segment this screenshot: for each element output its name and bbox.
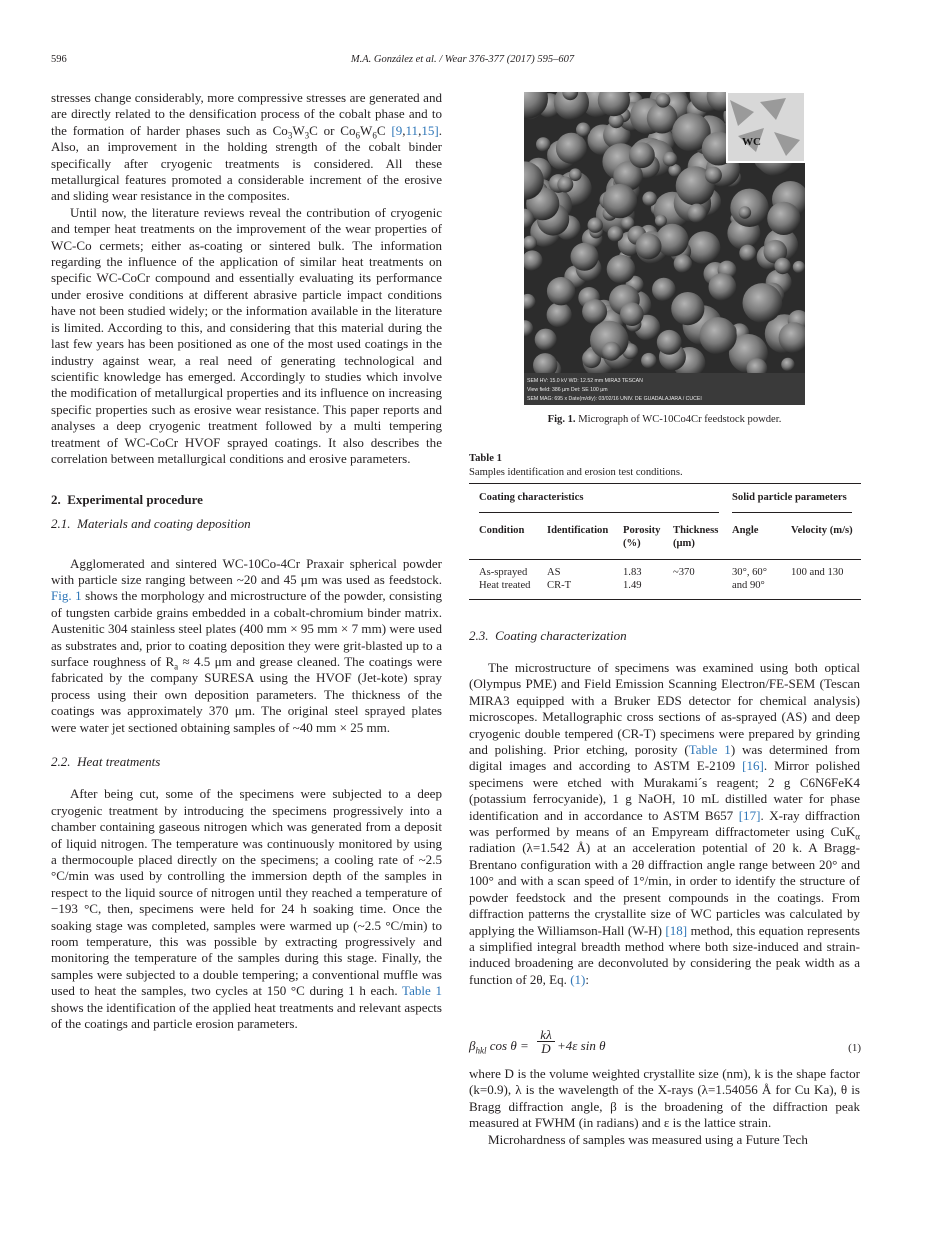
subsection-heading: 2.2. Heat treatments	[51, 754, 161, 770]
powder-particle	[603, 184, 637, 218]
powder-particle	[588, 218, 603, 233]
powder-particle	[705, 167, 722, 184]
table-cell: 1.83	[623, 566, 642, 578]
section-heading: 2. Experimental procedure	[51, 491, 203, 507]
powder-particle	[687, 204, 706, 223]
table-caption	[469, 452, 683, 479]
table-cell: Heat treated	[479, 580, 531, 591]
table-row	[469, 559, 861, 579]
powder-particle	[629, 142, 655, 168]
right-column-continued	[469, 1066, 860, 1148]
sem-info-line-2: View field: 386 µm Det: SE 100 µm	[527, 387, 608, 393]
powder-particle	[655, 215, 667, 227]
table-cell: 1.49	[623, 580, 642, 591]
figure-label: Fig. 1.	[547, 414, 576, 425]
powder-particle	[576, 123, 590, 137]
powder-particle	[608, 226, 624, 242]
powder-particle	[620, 302, 644, 326]
powder-particle	[687, 231, 720, 264]
powder-particle	[739, 206, 751, 218]
powder-particle	[547, 277, 575, 305]
paragraph: Microhardness of samples was measured using a Future Tech	[488, 1131, 808, 1147]
powder-particle	[641, 353, 656, 368]
powder-particle	[607, 255, 636, 284]
powder-particle	[656, 93, 671, 108]
powder-particle	[652, 278, 676, 302]
subsection-heading: 2.3. Coating characterization	[469, 628, 627, 643]
column-header: Velocity (m/s)	[791, 524, 853, 536]
page-number: 596	[51, 54, 67, 65]
table-cell: AS	[547, 566, 561, 578]
group-header: Solid particle parameters	[732, 492, 847, 503]
powder-particle	[535, 329, 557, 351]
equation-number: (1)	[848, 1042, 861, 1054]
table-caption-text: Samples identification and erosion test conditions.	[469, 466, 683, 478]
powder-particle	[656, 224, 689, 257]
powder-particle	[739, 245, 756, 262]
left-column	[51, 90, 442, 1033]
powder-particle	[730, 189, 768, 227]
powder-particle	[709, 273, 737, 301]
powder-particle	[793, 261, 805, 273]
figure-caption	[469, 414, 860, 425]
table-cell	[791, 579, 861, 599]
paragraph: The microstructure of specimens was examined using both optical (Olympus PME) and Field Emission Scanning Electron/FE-SEM (Tescan MIRA3 equipped with a Bruker EDS detector for chemical analysis) microscopes. Metallographic cross sections of as-sprayed (AS) and deep cryogenic double tempered (CR-T) specimens were prepared by grinding and polishing. Prior etching, porosity (Table 1) was determined from digital images and according to ASTM E-2109 [16]. Mirror polished specimens were etched with Murakami´s reagent; 2 g C6N6FeK4 (potassium ferrocyanide), 1 g NaOH, 10 mL distilled water for phase identification and in accordance to ASTM B657 [17]. X-ray diffraction was performed by means of an Empyream diffractometer using CuK$_\alpha$ radiation (λ=1.542 Å) at an acceleration potential of 20 k. A Bragg-Brentano configuration with a 2θ diffraction angle range between 20° and 100° and with a scan speed of 1°/min, in order to identify the structure of powder feedstock and the present compounds in the coatings. From diffraction patterns the crystallite size of WC particles was calculated by applying the Williamson-Hall (W-H) [18] method, this equation represents a simplified integral breadth method where both size-induced and strain-induced broadening are deconvoluted by considering the peak width as a function of 2θ, Eq. (1):	[469, 660, 861, 987]
powder-particle	[556, 133, 587, 164]
powder-particle	[602, 342, 621, 361]
powder-particle	[536, 137, 550, 151]
sem-micrograph-image	[524, 92, 805, 405]
table-row	[469, 579, 861, 599]
column-header: Thickness (μm)	[673, 524, 719, 549]
table-cell: As-sprayed	[479, 566, 528, 578]
inset-label: WC	[742, 136, 761, 148]
table-cell: 30°, 60° and 90°	[732, 566, 767, 591]
figure-caption-text: Micrograph of WC-10Co4Cr feedstock powder.	[578, 414, 782, 425]
powder-particle	[636, 233, 662, 259]
subsection-heading: 2.1. Materials and coating deposition	[51, 516, 251, 532]
column-header: Identification	[547, 524, 609, 536]
paragraph: After being cut, some of the specimens were subjected to a deep cryogenic treatment by introducing the specimens progressively into a chamber containing gaseous nitrogen which was generated from a deposit of liquid nitrogen. The temperature was continuously monitored by using a thermocouple placed directly on the specimens; a cooling rate of ~2.5 °C/min was used by controlling the immersion depth of the samples in respect to the liquid source of nitrogen until they reached a temperature of −193 °C, then, specimens were held for 24 h soaking time. Once the soaking stage was completed, samples were warmed up (~2.5 °C/min) to room temperature, this was possible by extracting progressively and monitoring the temperature of the samples during this stage. Finally, the samples were subjected to a double tempering; a conventional muffle was used to heat the samples, two cycles at 150 °C during 1 h each. Table 1 shows the identification of the applied heat treatments and relevant aspects of the coatings and particle erosion parameters.	[51, 786, 442, 1032]
powder-particle	[657, 330, 682, 355]
paragraph: stresses change considerably, more compressive stresses are generated and are directly related to the densification process of the cobalt phase and to the formation of harder phases such as $Co_3W_3C$ or $Co_6W_6C$ [9,11,15]. Also, an improvement in the holding strength of the cobalt binder specifically after cryogenic treatments is considered. All these metallurgical features promoted a considerable increment of the erosive and sliding wear resistance in the composites.	[51, 90, 442, 204]
table-cell: CR-T	[547, 580, 572, 591]
table-1	[469, 483, 861, 600]
paragraph: where D is the volume weighted crystallite size (nm), k is the shape factor (k=0.9), λ is the wavelength of the X-rays (λ=1.54056 Å for Cu Ka), θ is Bragg diffraction angle, β is the broadening of the diffraction peak measured at FWHM (in radians) and ε is the lattice strain.	[469, 1066, 860, 1131]
table-cell: ~370	[673, 566, 695, 578]
powder-particle	[582, 299, 607, 324]
powder-particle	[663, 152, 678, 167]
equation-1: $\beta_{hkl}$ cos θ = kλ D +4ε sin θ (1)	[469, 1027, 861, 1056]
column-header: Condition	[479, 524, 525, 536]
sem-info-line-1: SEM HV: 15.0 kV WD: 12.52 mm MIRA3 TESCAN	[527, 378, 643, 384]
group-header: Coating characteristics	[479, 492, 584, 503]
powder-particle	[674, 255, 692, 273]
sem-info-line-3: SEM MAG: 695 x Date(m/d/y): 03/02/16 UNIV. DE GUADALAJARA / CUCEI	[527, 396, 702, 402]
powder-particle	[671, 292, 704, 325]
powder-particle	[569, 168, 582, 181]
powder-particle	[642, 192, 657, 207]
column-header: Angle	[732, 524, 759, 536]
table-cell: 100 and 130	[791, 566, 844, 578]
right-column-heading	[469, 628, 860, 644]
column-header: Porosity (%)	[623, 524, 661, 549]
right-column	[469, 660, 860, 988]
powder-particle	[547, 302, 572, 327]
table-cell	[673, 579, 732, 599]
paragraph: Agglomerated and sintered WC-10Co-4Cr Praxair spherical powder with particle size ranging between ~20 and 45 μm was used as feedstock. Fig. 1 shows the morphology and microstructure of the powder, consisting of tungsten carbide grains embedded in a cobalt-chromium binder matrix. Austenitic 304 stainless steel plates (400 mm × 95 mm × 7 mm) were used as substrates and, prior to coating deposition they were grit-blasted up to a surface roughness of $R_a \approx 4.5$ μm and grease cleaned. The coatings were fabricated by the company SURESA using the HVOF (Jet-kote) spray process using their own deposition parameters. The thickness of the coatings was approximately 370 μm. The original steel sprayed plates were water jet sectioned obtaining samples of ~40 mm × 25 mm.	[51, 555, 442, 735]
powder-particle	[781, 358, 794, 371]
running-title: M.A. González et al. / Wear 376-377 (2017) 595–607	[350, 54, 575, 65]
paragraph: Until now, the literature reviews reveal the contribution of cryogenic and temper heat treatments on the improvement of the wear properties of WC-Co cermets; either as-coating or sintered bulk. The information regarding the influence of the application of similar heat treatments on specific WC-CoCr compound and essentially evaluating its performance under erosive conditions at different abrasive particle impact conditions have not been studied widely; or the information available in the literature is limited. According to this, and considering that this material during the last few years has been positioned as one of the most used coatings in the industry against wear, a real need of generating technological and scientific knowledge has emerged. Accordingly to studies which involve the modification of metallurgical properties and its influence on increasing specific properties such as erosive wear resistance. This paper reports and analyses a deep cryogenic treatment followed by a multi tempering treatment of WC-CoCr HVOF sprayed coatings. It also describes the correlation between metallurgical conditions and erosive parameters.	[51, 204, 442, 466]
powder-particle	[571, 243, 599, 271]
powder-particle	[743, 283, 783, 323]
powder-particle	[767, 202, 800, 235]
table-label: Table 1	[469, 453, 502, 464]
powder-particle	[699, 317, 736, 354]
powder-particle	[774, 258, 790, 274]
